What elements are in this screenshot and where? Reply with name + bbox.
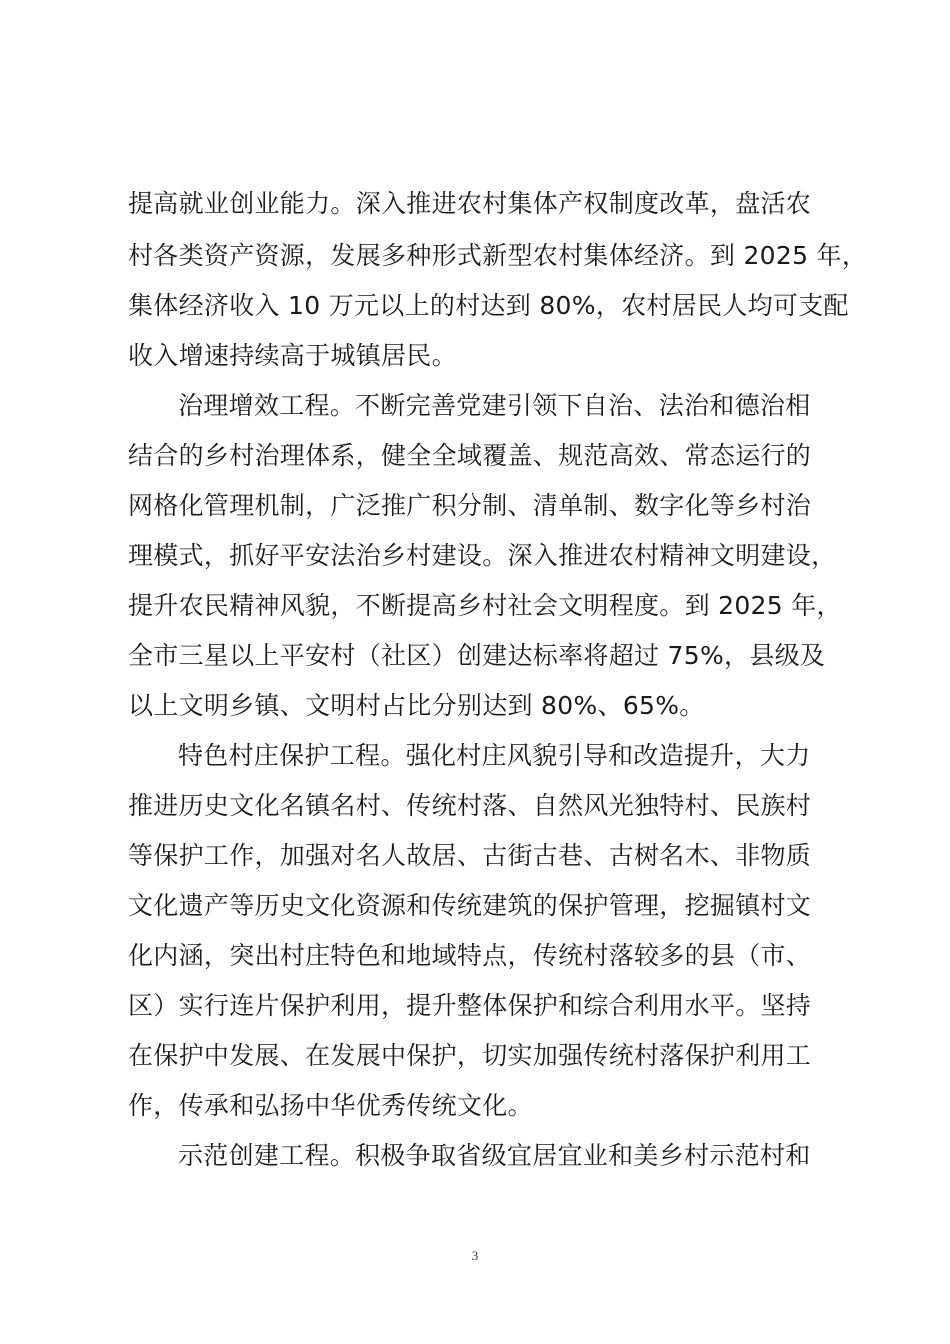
- text-line: 作，传承和弘扬中华优秀传统文化。: [128, 1091, 533, 1120]
- text-line: 村各类资产资源，发展多种形式新型农村集体经济。到 2025 年，: [128, 241, 868, 270]
- text-line: 以上文明乡镇、文明村占比分别达到 80%、65%。: [128, 691, 705, 720]
- page-number: 3: [471, 1248, 479, 1263]
- text-line: 治理增效工程。不断完善党建引领下自治、法治和德治相: [178, 391, 811, 420]
- text-line: 化内涵，突出村庄特色和地域特点，传统村落较多的县（市、: [128, 941, 812, 970]
- text-line: 网格化管理机制，广泛推广积分制、清单制、数字化等乡村治: [128, 491, 812, 520]
- text-line: 区）实行连片保护利用，提升整体保护和综合利用水平。坚持: [128, 991, 812, 1020]
- text-line: 结合的乡村治理体系，健全全域覆盖、规范高效、常态运行的: [128, 441, 812, 470]
- text-line: 推进历史文化名镇名村、传统村落、自然风光独特村、民族村: [128, 791, 812, 820]
- text-line: 等保护工作，加强对名人故居、古街古巷、古树名木、非物质: [128, 841, 812, 870]
- text-line: 收入增速持续高于城镇居民。: [128, 341, 457, 370]
- text-line: 特色村庄保护工程。强化村庄风貌引导和改造提升，大力: [178, 741, 811, 770]
- text-line: 理模式，抓好平安法治乡村建设。深入推进农村精神文明建设，: [128, 541, 837, 570]
- text-line: 在保护中发展、在发展中保护，切实加强传统村落保护利用工: [128, 1041, 812, 1070]
- text-line: 提高就业创业能力。深入推进农村集体产权制度改革，盘活农: [128, 189, 812, 218]
- text-line: 示范创建工程。积极争取省级宜居宜业和美乡村示范村和: [178, 1141, 811, 1170]
- text-line: 集体经济收入 10 万元以上的村达到 80%，农村居民人均可支配: [128, 291, 849, 320]
- text-line: 全市三星以上平安村（社区）创建达标率将超过 75%，县级及: [128, 641, 826, 670]
- text-line: 文化遗产等历史文化资源和传统建筑的保护管理，挖掘镇村文: [128, 891, 812, 920]
- text-line: 提升农民精神风貌，不断提高乡村社会文明程度。到 2025 年，: [128, 591, 842, 620]
